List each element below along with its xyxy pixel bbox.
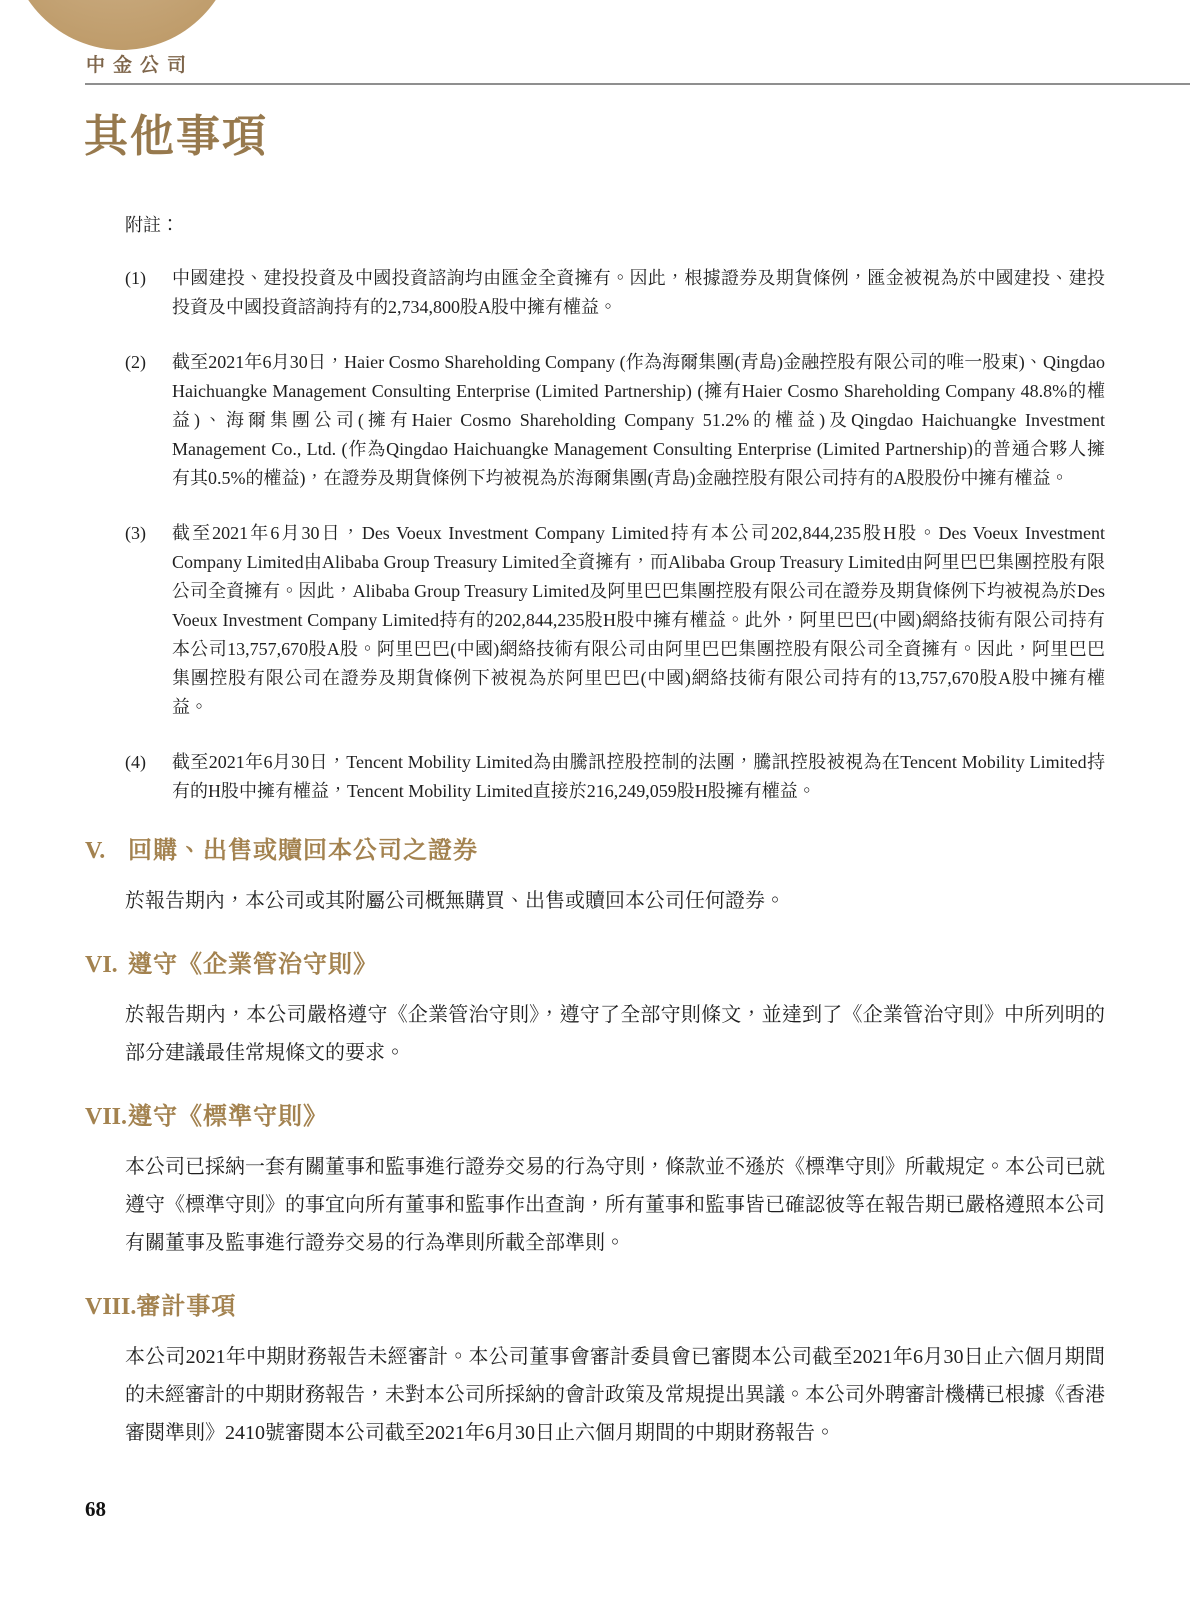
section-body: 本公司2021年中期財務報告未經審計。本公司董事會審計委員會已審閱本公司截至2021年6月30日止六個月期間的未經審計的中期財務報告，未對本公司所採納的會計政策及常規提出異議。本公司外聘審計機構已根據《香港審閱準則》2410號審閱本公司截至2021年6月30日止六個月期間的中期財務報告。 bbox=[125, 1346, 1105, 1444]
note-item bbox=[125, 519, 1105, 722]
section-corporate-governance-code bbox=[85, 950, 1105, 1072]
section-number: VII. bbox=[85, 1104, 128, 1130]
section-heading bbox=[85, 836, 1105, 866]
section-repurchase bbox=[85, 836, 1105, 920]
note-text: 截至2021年6月30日，Tencent Mobility Limited為由騰訊控股控制的法團，騰訊控股被視為在Tencent Mobility Limited持有的H股中擁有權益，Tencent Mobility Limited直接於216,249,059股H股擁有權益。 bbox=[172, 752, 1105, 801]
brand-name: 中金公司 bbox=[86, 55, 195, 76]
note-text: 截至2021年6月30日，Haier Cosmo Shareholding Company (作為海爾集團(青島)金融控股有限公司的唯一股東)、Qingdao Haichuangke Management Consulting Enterprise (Limited Partnership) (擁有Haier Cosmo Shareholding Company 48.8%的權益)、海爾集團公司(擁有Haier Cosmo Shareholding Company 51.2%的權益)及Qingdao Haichuangke Investment Management Co., Ltd. (作為Qingdao Haichuangke Management Consulting Enterprise (Limited Partnership)的普通合夥人擁有其0.5%的權益)，在證券及期貨條例下均被視為於海爾集團(青島)金融控股有限公司持有的A股股份中擁有權益。 bbox=[172, 352, 1105, 488]
section-title: 遵守《企業管治守則》 bbox=[128, 952, 378, 978]
section-body: 於報告期內，本公司或其附屬公司概無購買、出售或贖回本公司任何證券。 bbox=[125, 890, 785, 912]
section-title: 回購、出售或贖回本公司之證券 bbox=[128, 838, 478, 864]
section-number: V. bbox=[85, 838, 106, 864]
note-text: 截至2021年6月30日，Des Voeux Investment Company Limited持有本公司202,844,235股H股。Des Voeux Investment Company Limited由Alibaba Group Treasury Limited全資擁有，而Alibaba Group Treasury Limited由阿里巴巴集團控股有限公司全資擁有。因此，Alibaba Group Treasury Limited及阿里巴巴集團控股有限公司在證券及期貨條例下均被視為於Des Voeux Investment Company Limited持有的202,844,235股H股中擁有權益。此外，阿里巴巴(中國)網絡技術有限公司持有本公司13,757,670股A股。阿里巴巴(中國)網絡技術有限公司由阿里巴巴集團控股有限公司全資擁有。因此，阿里巴巴集團控股有限公司在證券及期貨條例下被視為於阿里巴巴(中國)網絡技術有限公司持有的13,757,670股A股中擁有權益。 bbox=[172, 523, 1105, 717]
note-text: 中國建投、建投投資及中國投資諮詢均由匯金全資擁有。因此，根據證券及期貨條例，匯金被視為於中國建投、建投投資及中國投資諮詢持有的2,734,800股A股中擁有權益。 bbox=[172, 268, 1105, 317]
note-number: (3) bbox=[125, 523, 146, 543]
section-title: 審計事項 bbox=[136, 1294, 237, 1320]
note-number: (2) bbox=[125, 352, 146, 372]
section-body: 本公司已採納一套有關董事和監事進行證券交易的行為守則，條款並不遜於《標準守則》所載規定。本公司已就遵守《標準守則》的事宜向所有董事和監事作出查詢，所有董事和監事皆已確認彼等在報告期已嚴格遵照本公司有關董事及監事進行證券交易的行為準則所載全部準則。 bbox=[125, 1156, 1105, 1254]
cicc-logo-medallion-icon bbox=[8, 0, 236, 50]
note-number: (1) bbox=[125, 268, 146, 288]
section-model-code bbox=[85, 1102, 1105, 1262]
page-title: 其他事項 bbox=[84, 112, 268, 161]
note-number: (4) bbox=[125, 752, 146, 772]
notes-block bbox=[125, 213, 1105, 806]
section-title: 遵守《標準守則》 bbox=[128, 1104, 328, 1130]
notes-label: 附註： bbox=[125, 215, 179, 235]
header-divider bbox=[85, 83, 1190, 85]
note-item bbox=[125, 748, 1105, 806]
section-audit-matters bbox=[85, 1292, 1105, 1452]
section-number: VI. bbox=[85, 952, 118, 978]
note-item bbox=[125, 348, 1105, 493]
section-body: 於報告期內，本公司嚴格遵守《企業管治守則》，遵守了全部守則條文，並達到了《企業管治守則》中所列明的部分建議最佳常規條文的要求。 bbox=[125, 1004, 1105, 1064]
note-item bbox=[125, 264, 1105, 322]
section-heading bbox=[85, 1102, 1105, 1132]
section-heading bbox=[85, 950, 1105, 980]
page-content bbox=[85, 213, 1105, 1472]
section-number: VIII. bbox=[85, 1294, 137, 1320]
page-number: 68 bbox=[85, 1497, 106, 1521]
section-heading bbox=[85, 1292, 1105, 1322]
